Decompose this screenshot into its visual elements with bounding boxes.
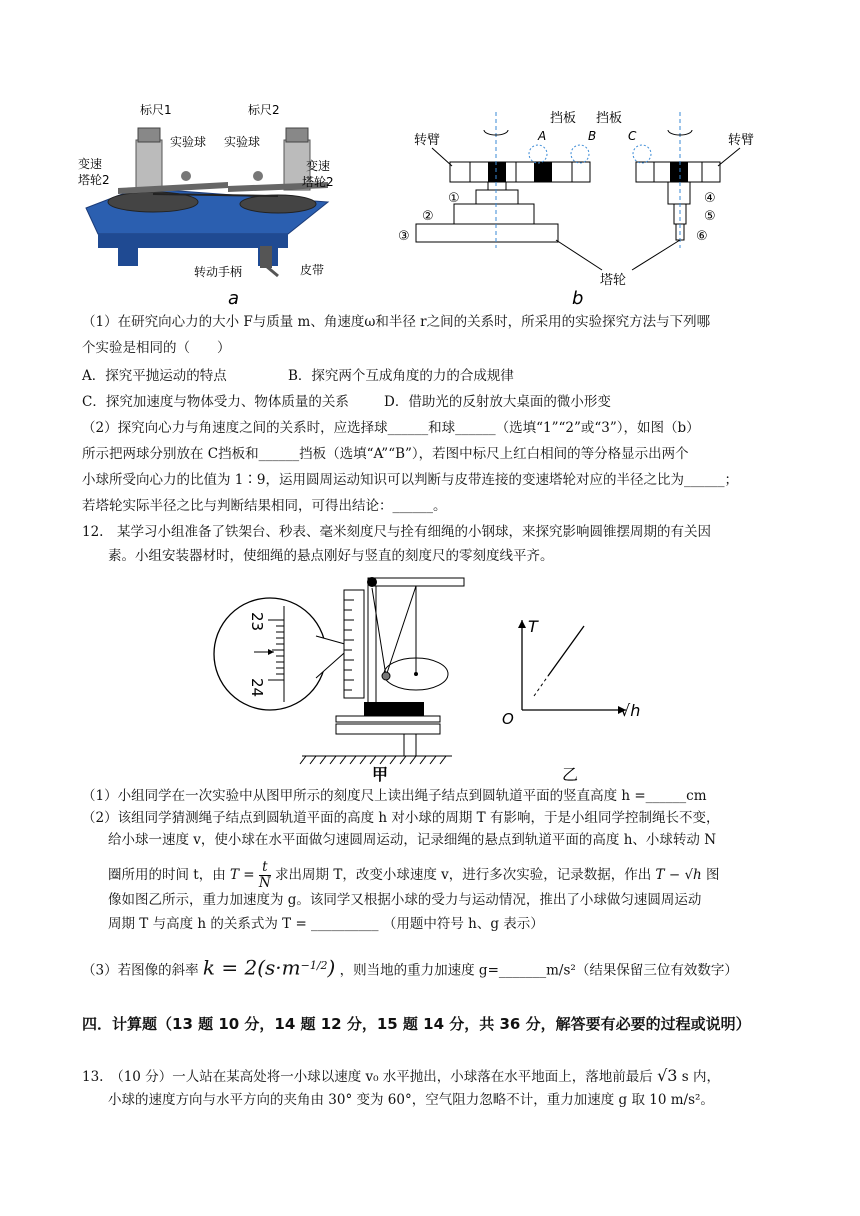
label-n6: ⑥ (696, 229, 708, 244)
label-n2: ② (422, 209, 434, 224)
label-tower-left-2: 塔轮2 (78, 173, 110, 187)
q11-p2-line3: 小球所受向心力的比值为 1∶9，运用圆周运动知识可以判断与皮带连接的变速塔轮对应的半径之比为______； (82, 472, 738, 488)
label-belt: 皮带 (300, 263, 325, 277)
formula-N: N (258, 875, 271, 891)
tick-24: 24 (248, 678, 266, 698)
q13-line1 (82, 1066, 720, 1087)
formula-T-eq: T = (230, 867, 255, 883)
q12-p3a: （3）若图像的斜率 (82, 962, 199, 979)
q12-p2-line3c: 图 (706, 867, 720, 883)
figure-b-diagram (392, 98, 782, 310)
q12-p3b: ，则当地的重力加速度 g=_______m/s²（结果保留三位有效数字） (339, 962, 738, 979)
formula-k-close: ) (327, 955, 336, 980)
caption-a: a (228, 288, 240, 309)
label-B: B (588, 129, 597, 143)
label-ball-right: 实验球 (224, 135, 261, 149)
section4-title: 四．计算题（13 题 10 分，14 题 12 分，15 题 14 分，共 36 分，解答要有必要的过程或说明） (82, 1015, 751, 1033)
q11-option-b: B．探究两个互成角度的力的合成规律 (288, 368, 514, 384)
q11-option-d: D．借助光的反射放大桌面的微小形变 (384, 394, 611, 410)
formula-k: k = 2(s·m (202, 955, 301, 980)
label-baffle2: 挡板 (596, 111, 623, 126)
q11-option-c: C．探究加速度与物体受力、物体质量的关系 (82, 394, 349, 410)
formula-T-minus-sqrt-h: T − √h (655, 867, 702, 883)
q12-p1: （1）小组同学在一次实验中从图甲所示的刻度尺上读出绳子结点到圆轨道平面的竖直高度 h =______cm (82, 788, 707, 804)
label-arm-left: 转臂 (414, 133, 441, 148)
figure-a-apparatus (78, 98, 338, 310)
q11-p2-line2: 所示把两球分别放在 C挡板和______挡板（选填“A”“B”），若图中标尺上红白相间的等分格显示出两个 (82, 446, 689, 462)
caption-jia: 甲 (372, 765, 389, 784)
q12-p2-line3a: 圈所用的时间 t，由 (108, 867, 226, 883)
q13-line1b: s 内， (681, 1069, 721, 1085)
label-ruler2: 标尺2 (248, 103, 280, 117)
label-tower: 塔轮 (600, 273, 627, 288)
formula-t: t (259, 860, 271, 876)
q12-p2-line5: 周期 T 与高度 h 的关系式为 T = __________ （用题中符号 h、g 表示） (108, 916, 544, 932)
q12-stem-line2: 素。小组安装器材时，使细绳的悬点刚好与竖直的刻度尺的零刻度线平齐。 (108, 548, 554, 564)
formula-t-over-N (259, 860, 271, 891)
q12-p2-line4: 像如图乙所示，重力加速度为 g。该同学又根据小球的受力与运动情况，推出了小球做匀速圆周运动 (108, 892, 702, 908)
formula-k-exp: −1/2 (300, 959, 328, 972)
q11-p2-line1: （2）探究向心力与角速度之间的关系时，应选择球______和球______（选填“1”“2”或“3”），如图（b） (82, 420, 700, 436)
caption-b: b (572, 288, 584, 309)
q11-option-a: A．探究平抛运动的特点 (82, 368, 227, 384)
q12-stem-line1: 12. 某学习小组准备了铁架台、秒表、毫米刻度尺与拴有细绳的小钢球，来探究影响圆锥摆周期的有关因 (82, 524, 711, 540)
q12-p2-line3 (108, 860, 720, 891)
q13-line1a: 13. （10 分）一人站在某高处将一小球以速度 v₀ 水平抛出，小球落在水平地面上，落地前最后 (82, 1069, 653, 1085)
figure-yi-graph (494, 610, 664, 786)
q11-p1-line2: 个实验是相同的（ ） (82, 340, 231, 356)
label-tower-left-1: 变速 (78, 157, 103, 171)
figure-jia (212, 566, 482, 784)
label-crank: 转动手柄 (194, 265, 243, 279)
q12-p2-line2: 给小球一速度 v，使小球在水平面做匀速圆周运动，记录细绳的悬点到轨道平面的高度 h、小球转动 N (108, 832, 717, 848)
label-tower-right-2: 塔轮2 (302, 175, 334, 189)
label-n1: ① (448, 191, 460, 206)
label-ball-left: 实验球 (170, 135, 207, 149)
caption-yi: 乙 (562, 765, 579, 784)
label-C: C (628, 129, 637, 143)
axis-y-T: T (528, 617, 538, 636)
tick-23: 23 (248, 612, 266, 632)
label-n3: ③ (398, 229, 410, 244)
label-A: A (538, 129, 547, 143)
q11-p1-line1: （1）在研究向心力的大小 F与质量 m、角速度ω和半径 r之间的关系时，所采用的实验探究方法与下列哪 (82, 314, 711, 330)
q12-p2-line3b: 求出周期 T，改变小球速度 v，进行多次实验，记录数据，作出 (275, 867, 652, 883)
label-n4: ④ (704, 191, 716, 206)
label-ruler1: 标尺1 (140, 103, 172, 117)
origin-O: O (502, 710, 514, 728)
q12-p2-line1: （2）该组同学猜测绳子结点到圆轨道平面的高度 h 对小球的周期 T 有影响，于是小组同学控制绳长不变， (82, 810, 720, 826)
q12-p3 (82, 956, 738, 981)
q11-p2-line4: 若塔轮实际半径之比与判断结果相同，可得出结论：______。 (82, 498, 447, 514)
label-tower-right-1: 变速 (306, 159, 331, 173)
q13-line2: 小球的速度方向与水平方向的夹角由 30° 变为 60°，空气阻力忽略不计，重力加速度 g 取 10 m/s²。 (108, 1092, 714, 1108)
label-arm-right: 转臂 (728, 133, 755, 148)
axis-x-sqrt-h: √h (620, 701, 641, 720)
label-n5: ⑤ (704, 209, 716, 224)
formula-sqrt3: √3 (657, 1066, 678, 1085)
label-baffle1: 挡板 (550, 111, 577, 126)
